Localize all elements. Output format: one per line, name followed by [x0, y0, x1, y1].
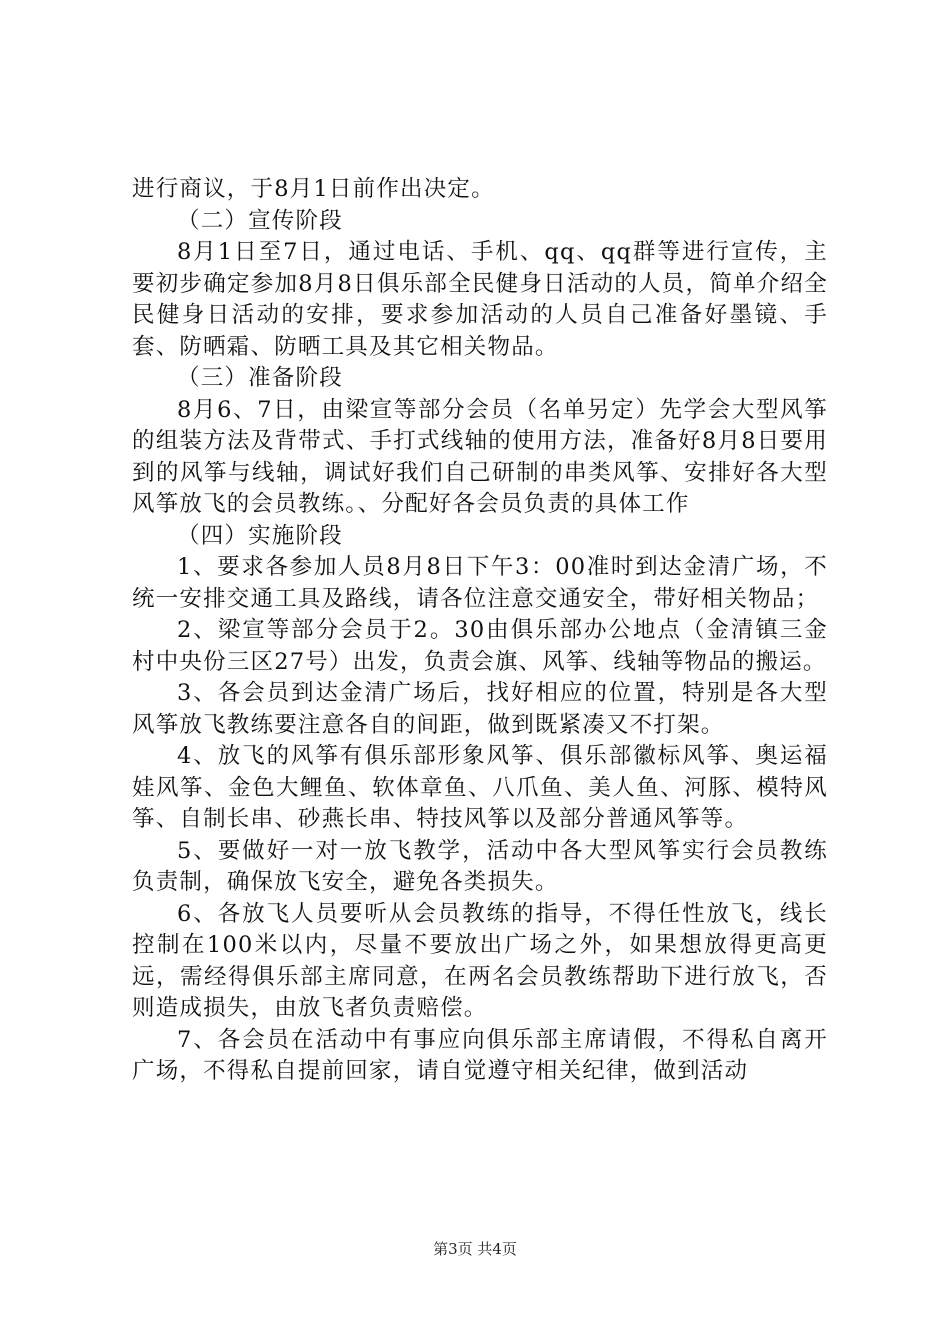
section-heading-publicity: （二）宣传阶段 — [177, 207, 343, 234]
paragraph-item-4: 4、放飞的风筝有俱乐部形象风筝、俱乐部徽标风筝、奥运福娃风筝、金色大鲤鱼、软体章鱼、八爪鱼、美人鱼、河豚、模特风筝、自制长串、砂燕长串、特技风筝以及部分普通风筝等。 — [132, 743, 828, 832]
paragraph-item-2: 2、梁宣等部分会员于2。30由俱乐部办公地点（金清镇三金村中央份三区27号）出发，负责会旗、风筝、线轴等物品的搬运。 — [132, 617, 828, 675]
paragraph-item-7: 7、各会员在活动中有事应向俱乐部主席请假，不得私自离开广场，不得私自提前回家，请自觉遵守相关纪律，做到活动 — [132, 1026, 828, 1084]
document-body — [132, 174, 828, 1088]
paragraph-item-6: 6、各放飞人员要听从会员教练的指导，不得任性放飞，线长控制在100米以内，尽量不要放出广场之外，如果想放得更高更远，需经得俱乐部主席同意，在两名会员教练帮助下进行放飞，否则造成损失，由放飞者负责赔偿。 — [132, 900, 828, 1021]
paragraph-item-5: 5、要做好一对一放飞教学，活动中各大型风筝实行会员教练负责制，确保放飞安全，避免各类损失。 — [132, 837, 828, 895]
paragraph-continuation: 进行商议，于8月1日前作出决定。 — [132, 176, 495, 202]
paragraph-preparation: 8月6、7日，由梁宣等部分会员（名单另定）先学会大型风筝的组装方法及背带式、手打式线轴的使用方法，准备好8月8日要用到的风筝与线轴，调试好我们自己研制的串类风筝、安排好各大型风筝放飞的会员教练。、分配好各会员负责的具体工作 — [132, 396, 828, 517]
paragraph-item-3: 3、各会员到达金清广场后，找好相应的位置，特别是各大型风筝放飞教练要注意各自的间距，做到既紧凑又不打架。 — [132, 680, 828, 738]
section-heading-implementation: （四）实施阶段 — [177, 522, 343, 549]
section-heading-preparation: （三）准备阶段 — [177, 365, 343, 391]
paragraph-publicity: 8月1日至7日，通过电话、手机、qq、qq群等进行宣传，主要初步确定参加8月8日俱乐部全民健身日活动的人员，简单介绍全民健身日活动的安排，要求参加活动的人员自己准备好墨镜、手套、防晒霜、防晒工具及其它相关物品。 — [132, 239, 828, 360]
page-number-footer: 第3页 共4页 — [433, 1240, 517, 1258]
paragraph-item-1: 1、要求各参加人员8月8日下午3：00准时到达金清广场，不统一安排交通工具及路线，请各位注意交通安全，带好相关物品； — [132, 554, 828, 612]
